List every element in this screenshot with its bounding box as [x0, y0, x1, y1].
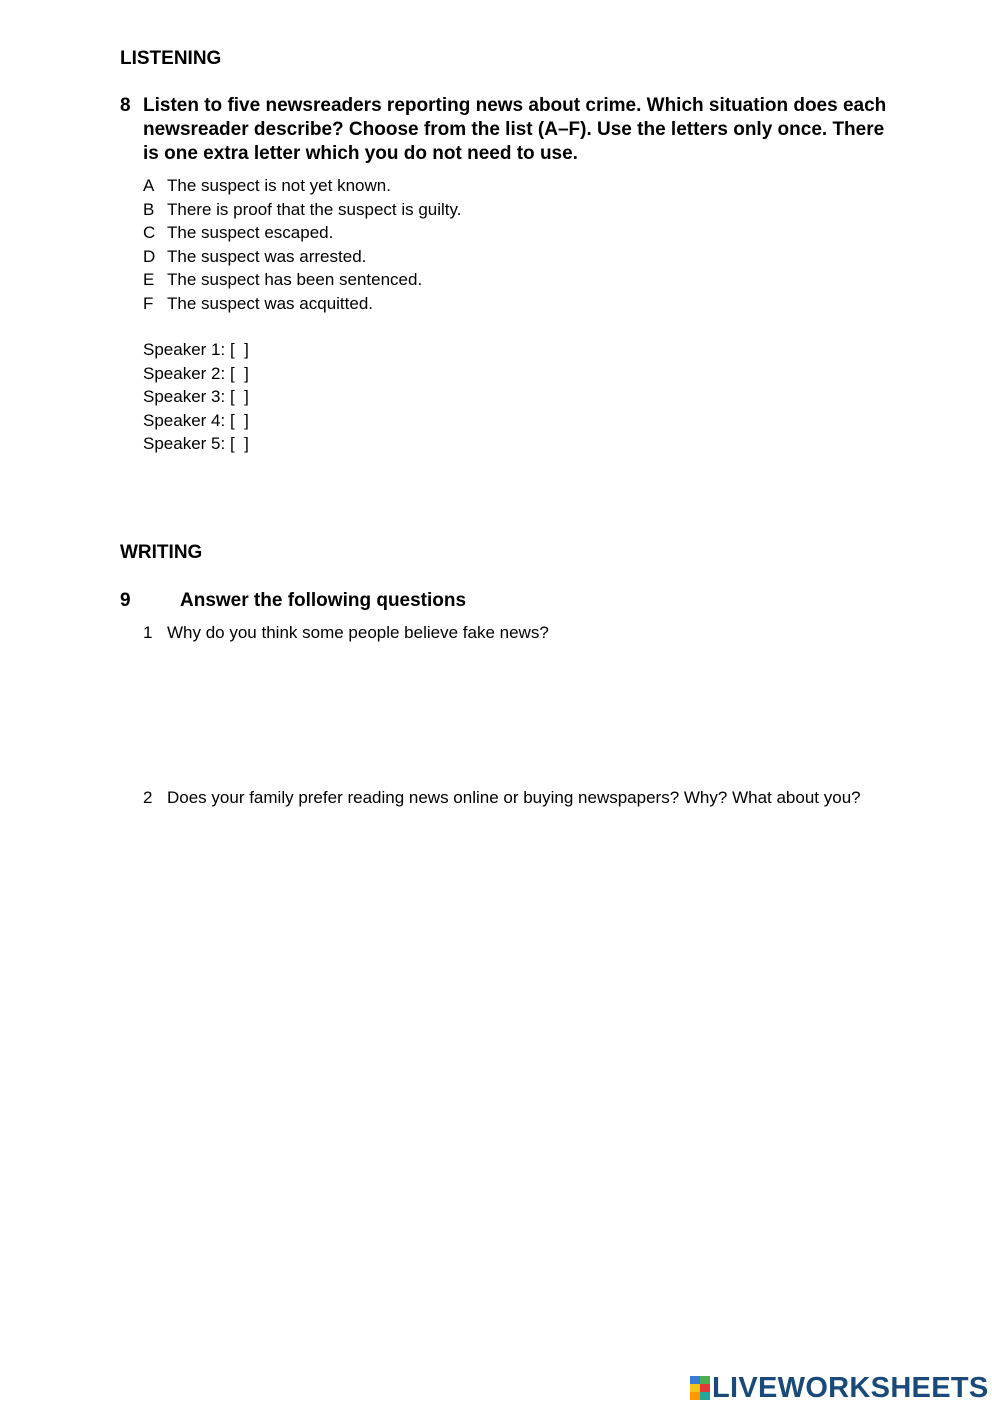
option-text: The suspect is not yet known. [167, 176, 391, 195]
liveworksheets-logo[interactable] [690, 1374, 989, 1402]
logo-tile [690, 1384, 700, 1392]
option-letter: F [143, 293, 154, 313]
logo-tile [690, 1376, 700, 1384]
option-letter: C [143, 223, 156, 242]
option-letter: B [143, 199, 155, 219]
option-letter: A [143, 176, 155, 195]
option-letter: D [143, 246, 156, 266]
logo-tile [700, 1376, 710, 1384]
question-8-instructions: Listen to five newsreaders reporting news about crime. Which situation does each newsreader describe? Choose from the list (A–F). Use the letters only once. There is one extra letter which you do not need to use. [143, 95, 887, 164]
option-e [143, 268, 462, 292]
speaker-2-answer[interactable]: Speaker 2: [ ] [143, 363, 249, 383]
option-b [143, 198, 462, 222]
question-9-instructions: Answer the following questions [180, 590, 467, 611]
option-letter: E [143, 270, 155, 289]
option-a [143, 174, 462, 198]
speaker-3-answer[interactable]: Speaker 3: [ ] [143, 387, 249, 406]
logo-text: LIVEWORKSHEETS [712, 1372, 989, 1404]
speaker-4-answer[interactable]: Speaker 4: [ ] [143, 410, 249, 430]
logo-tile [690, 1392, 700, 1400]
question-8-number: 8 [120, 95, 131, 116]
answer-area-2[interactable] [167, 840, 887, 1000]
logo-tile [700, 1392, 710, 1400]
option-text: The suspect escaped. [167, 223, 334, 242]
option-d [143, 245, 462, 269]
writing-question-number: 2 [143, 788, 153, 807]
logo-tile [700, 1384, 710, 1392]
writing-question-1 [143, 621, 903, 645]
writing-question-2 [143, 786, 903, 810]
option-text: There is proof that the suspect is guilty. [167, 199, 462, 219]
speaker-answer-list [143, 338, 249, 456]
answer-area-1[interactable] [167, 652, 887, 772]
writing-heading: WRITING [120, 542, 203, 563]
listening-heading: LISTENING [120, 48, 222, 69]
speaker-5-answer[interactable]: Speaker 5: [ ] [143, 434, 249, 453]
writing-question-text: Why do you think some people believe fake news? [167, 623, 549, 642]
option-text: The suspect was arrested. [167, 246, 367, 266]
writing-question-number: 1 [143, 623, 153, 642]
question-9-number: 9 [120, 590, 131, 611]
option-f [143, 292, 462, 316]
answer-options-list [143, 174, 462, 315]
option-text: The suspect has been sentenced. [167, 270, 423, 289]
option-c [143, 221, 462, 245]
speaker-1-answer[interactable]: Speaker 1: [ ] [143, 340, 249, 359]
logo-mark-icon [690, 1376, 710, 1400]
writing-question-text: Does your family prefer reading news online or buying newspapers? Why? What about you? [167, 788, 861, 807]
option-text: The suspect was acquitted. [167, 293, 374, 313]
